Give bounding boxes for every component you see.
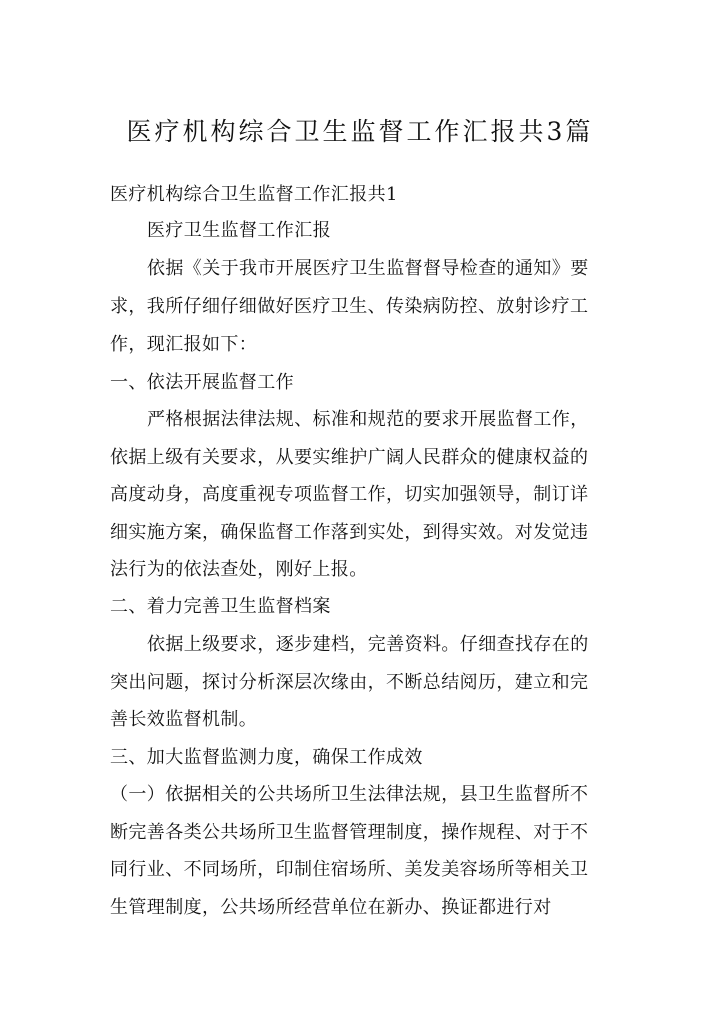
paragraph-line: 同行业、不同场所，印制住宿场所、美发美容场所等相关卫 — [110, 859, 589, 880]
paragraph-line: 高度动身，高度重视专项监督工作，切实加强领导，制订详 — [110, 484, 589, 505]
section-heading: 二、着力完善卫生监督档案 — [110, 596, 331, 617]
paragraph-line: 突出问题，探讨分析深层次缘由，不断总结阅历，建立和完 — [110, 672, 589, 693]
section-heading: 医疗机构综合卫生监督工作汇报共1 — [110, 184, 398, 205]
section-heading: 一、依法开展监督工作 — [110, 372, 294, 393]
paragraph-line: 求，我所仔细仔细做好医疗卫生、传染病防控、放射诊疗工 — [110, 296, 589, 317]
paragraph-line: 善长效监督机制。 — [110, 709, 258, 730]
paragraph-line: 生管理制度，公共场所经营单位在新办、换证都进行对 — [110, 897, 552, 918]
paragraph-line: （一）依据相关的公共场所卫生法律法规，县卫生监督所不 — [110, 784, 589, 805]
paragraph-line: 依据上级要求，逐步建档，完善资料。仔细查找存在的 — [147, 634, 589, 655]
section-heading: 三、加大监督监测力度，确保工作成效 — [110, 747, 423, 768]
subheading: 医疗卫生监督工作汇报 — [147, 220, 331, 241]
document-title: 医疗机构综合卫生监督工作汇报共3篇 — [126, 117, 594, 146]
paragraph-line: 严格根据法律法规、标准和规范的要求开展监督工作， — [147, 409, 589, 430]
paragraph-line: 法行为的依法查处，刚好上报。 — [110, 559, 368, 580]
paragraph-line: 细实施方案，确保监督工作落到实处，到得实效。对发觉违 — [110, 522, 589, 543]
paragraph-line: 依据上级有关要求，从要实维护广阔人民群众的健康权益的 — [110, 447, 589, 468]
paragraph-line: 依据《关于我市开展医疗卫生监督督导检查的通知》要 — [147, 258, 589, 279]
paragraph-line: 断完善各类公共场所卫生监督管理制度，操作规程、对于不 — [110, 822, 589, 843]
paragraph-line: 作，现汇报如下： — [110, 334, 258, 355]
